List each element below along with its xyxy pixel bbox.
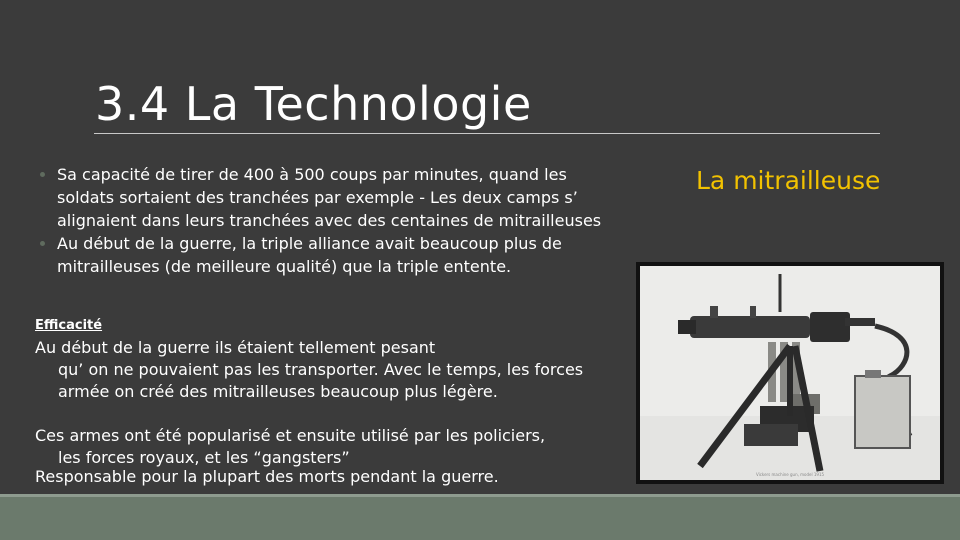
photo-caption: Vickers machine gun, model 1915 xyxy=(755,472,825,477)
paragraph-continuation: les forces royaux, et les “gangsters” xyxy=(58,448,350,467)
bullet-dot-icon xyxy=(40,241,45,246)
bullet-item xyxy=(40,232,610,278)
footer-bar xyxy=(0,494,960,540)
bullet-item xyxy=(40,163,610,232)
paragraph xyxy=(35,425,595,469)
title-underline xyxy=(94,133,880,134)
bullet-list xyxy=(40,163,610,278)
paragraph xyxy=(35,337,595,403)
bullet-text: Sa capacité de tirer de 400 à 500 coups par minutes, quand les soldats sortaient des tranchées par exemple - Les deux camps s’ alignaient dans leurs tranchées avec des centaines de mitrailleuses xyxy=(57,165,602,230)
paragraph-first-line: Responsable pour la plupart des morts pendant la guerre. xyxy=(35,467,499,486)
paragraph xyxy=(35,466,595,488)
efficacite-heading: Efficacité xyxy=(35,318,103,333)
paragraph-first-line: Ces armes ont été popularisé et ensuite utilisé par les policiers, xyxy=(35,426,546,445)
bullet-dot-icon xyxy=(40,172,45,177)
paragraph-first-line: Au début de la guerre ils étaient tellement pesant xyxy=(35,338,436,357)
slide-title: 3.4 La Technologie xyxy=(95,77,532,131)
paragraph-continuation: qu’ on ne pouvaient pas les transporter. Avec le temps, les forces armée on créé des mitrailleuses beaucoup plus légère. xyxy=(58,360,584,401)
bullet-text: Au début de la guerre, la triple alliance avait beaucoup plus de mitrailleuses (de meilleure qualité) que la triple entente. xyxy=(57,234,562,276)
image-title: La mitrailleuse xyxy=(696,166,881,195)
machine-gun-photo xyxy=(640,266,940,480)
footer-divider xyxy=(0,494,960,497)
